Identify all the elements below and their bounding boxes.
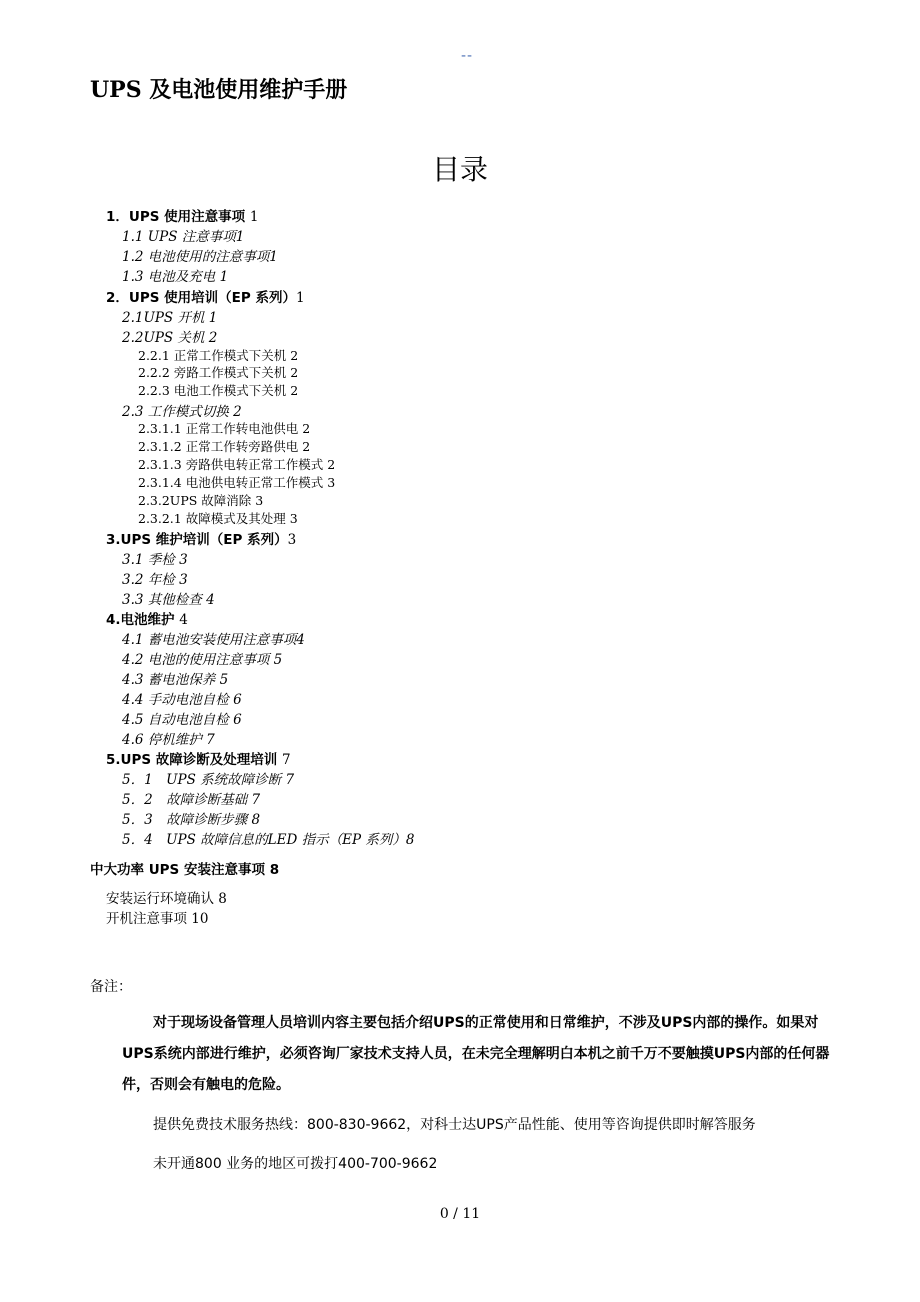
toc-entry[interactable] (122, 548, 188, 568)
toc-entry-text: 2.1UPS 开机 (122, 310, 209, 326)
notes-paragraph: 对于现场设备管理人员培训内容主要包括介绍UPS的正常使用和日常维护，不涉及UPS内部的操作。如果对UPS系统内部进行维护，必须咨询厂家技术支持人员，在未完全理解明白本机之前千万不要触摸UPS内部的任何器件，否则会有触电的危险。 (122, 1015, 830, 1093)
toc-entry-page: 7 (206, 732, 215, 748)
toc-entry-text: 1.1 UPS 注意事项 (122, 229, 236, 245)
toc-entry[interactable] (138, 346, 298, 364)
toc-entry-page: 1 (219, 269, 229, 285)
toc-entry-text: 4.2 电池的使用注意事项 (122, 652, 274, 668)
hotline-text: 提供免费技术服务热线：800-830-9662，对科士达UPS产品性能、使用等咨询提供即时解答服务 (153, 1117, 756, 1133)
toc-entry[interactable] (138, 381, 298, 399)
toc-entry[interactable] (122, 728, 215, 748)
header-mark: -- (461, 48, 474, 64)
toc-entry-page: 5 (219, 672, 229, 688)
toc-entry-page: 8 (218, 891, 227, 907)
toc-entry-page: 2 (302, 421, 311, 436)
toc-entry-page: 1 (249, 209, 259, 225)
toc-entry-text: 2.2.3 电池工作模式下关机 (138, 383, 291, 398)
toc-entry-page: 1 (235, 229, 245, 245)
toc-entry-text: 开机注意事项 (106, 911, 192, 927)
toc-entry[interactable] (138, 437, 310, 455)
toc-entry-page: 2 (290, 365, 299, 380)
toc-entry-text: 2.2UPS 关机 (122, 330, 209, 346)
toc-entry-text: 安装运行环境确认 (106, 891, 219, 907)
toc-entry-text: 4.1 蓄电池安装使用注意事项 (122, 632, 297, 648)
toc-entry[interactable] (138, 473, 335, 491)
toc-entry-text: 3.1 季检 (122, 552, 180, 568)
toc-entry[interactable] (122, 326, 217, 346)
toc-entry[interactable] (122, 668, 228, 688)
toc-entry[interactable] (106, 748, 291, 768)
toc-entry-page: 2 (290, 383, 299, 398)
toc-entry-text: 4.4 手动电池自检 (122, 692, 234, 708)
toc-entry-page: 8 (251, 812, 261, 828)
toc-entry-text: 5．4 UPS 故障信息的LED 指示（EP 系列） (122, 832, 406, 848)
toc-entry[interactable] (106, 205, 258, 225)
toc-entry-text: 2.3.1.1 正常工作转电池供电 (138, 421, 303, 436)
toc-entry-page: 2 (208, 330, 218, 346)
toc-entry-page: 3 (255, 493, 264, 508)
toc-entry[interactable] (138, 419, 310, 437)
toc-entry[interactable] (122, 588, 215, 608)
toc-entry-page: 7 (285, 772, 295, 788)
toc-entry-page: 3 (327, 475, 336, 490)
toc-entry-page: 8 (269, 862, 280, 878)
toc-entry[interactable] (138, 363, 298, 381)
toc-entry[interactable] (122, 788, 260, 808)
toc-entry-text: 中大功率 UPS 安装注意事项 (90, 862, 270, 878)
toc-entry-text: 2.3.1.4 电池供电转正常工作模式 (138, 475, 328, 490)
toc-entry[interactable] (122, 306, 217, 326)
toc-entry[interactable] (122, 400, 242, 420)
toc-entry[interactable] (122, 708, 242, 728)
toc-title: 目录 (431, 153, 488, 186)
toc-entry[interactable] (106, 286, 305, 306)
toc-entry-text: 4.5 自动电池自检 (122, 712, 234, 728)
toc-entry-text: 4.电池维护 (106, 612, 180, 628)
toc-entry[interactable] (122, 265, 228, 285)
toc-entry-text: 5.UPS 故障诊断及处理培训 (106, 752, 283, 768)
toc-entry[interactable] (122, 568, 188, 588)
toc-entry-page: 8 (405, 832, 415, 848)
toc-entry-page: 2 (233, 404, 242, 420)
toc-entry-page: 2 (290, 348, 299, 363)
toc-entry-text: 1.2 电池使用的注意事项 (122, 249, 270, 265)
toc-entry[interactable] (122, 648, 282, 668)
toc-entry-page: 5 (273, 652, 283, 668)
toc-entry-text: 2.3.2UPS 故障消除 (138, 493, 256, 508)
toc-entry-page: 1 (208, 310, 218, 326)
toc-entry-text: 2.2.2 旁路工作模式下关机 (138, 365, 291, 380)
toc-entry[interactable] (138, 455, 335, 473)
toc-entry-text: 5．3 故障诊断步骤 (122, 812, 252, 828)
toc-entry[interactable] (122, 828, 414, 848)
toc-entry-page: 2 (327, 457, 336, 472)
toc-entry[interactable] (138, 509, 298, 527)
toc-entry[interactable] (122, 768, 294, 788)
toc-entry-text: 2．UPS 使用培训（EP 系列） (106, 290, 296, 306)
toc-entry-text: 1．UPS 使用注意事项 (106, 209, 250, 225)
page-indicator: 0 / 11 (439, 1206, 481, 1222)
toc-entry-page: 3 (287, 532, 297, 548)
toc-entry-page: 1 (269, 249, 278, 265)
toc-entry-page: 6 (233, 712, 242, 728)
toc-entry[interactable] (122, 688, 242, 708)
notes-label: 备注： (90, 979, 132, 995)
document-title: UPS 及电池使用维护手册 (90, 77, 348, 103)
toc-entry-text: 4.6 停机维护 (122, 732, 207, 748)
toc-entry-text: 2.3.1.2 正常工作转旁路供电 (138, 439, 303, 454)
toc-entry-page: 1 (296, 290, 305, 306)
toc-entry-page: 10 (191, 911, 209, 927)
toc-entry-page: 2 (302, 439, 311, 454)
toc-entry-page: 4 (296, 632, 305, 648)
toc-entry[interactable] (106, 907, 208, 927)
toc-entry-page: 3 (289, 511, 298, 526)
toc-entry-text: 3.UPS 维护培训（EP 系列） (106, 532, 288, 548)
toc-entry[interactable] (90, 858, 279, 878)
toc-entry-text: 2.3.2.1 故障模式及其处理 (138, 511, 290, 526)
toc-entry-page: 7 (282, 752, 291, 768)
toc-entry-text: 3.2 年检 (122, 572, 180, 588)
toc-entry[interactable] (122, 225, 244, 245)
toc-entry-page: 4 (179, 612, 188, 628)
toc-entry[interactable] (122, 628, 305, 648)
toc-entry[interactable] (106, 608, 188, 628)
toc-entry-page: 3 (179, 572, 188, 588)
toc-entry[interactable] (138, 491, 263, 509)
toc-entry-text: 4.3 蓄电池保养 (122, 672, 220, 688)
toc-entry[interactable] (106, 528, 296, 548)
toc-entry[interactable] (122, 245, 278, 265)
toc-entry-page: 3 (179, 552, 188, 568)
toc-entry-text: 1.3 电池及充电 (122, 269, 220, 285)
toc-entry-page: 7 (251, 792, 261, 808)
toc-entry-text: 3.3 其他检查 (122, 592, 207, 608)
toc-entry-page: 6 (233, 692, 242, 708)
toc-entry-text: 2.3.1.3 旁路供电转正常工作模式 (138, 457, 328, 472)
toc-entry-page: 4 (206, 592, 215, 608)
toc-entry-text: 2.2.1 正常工作模式下关机 (138, 348, 291, 363)
toc-entry-text: 2.3 工作模式切换 (122, 404, 234, 420)
alt-hotline-text: 未开通800 业务的地区可拨打400-700-9662 (153, 1156, 438, 1172)
toc-entry-text: 5．2 故障诊断基础 (122, 792, 252, 808)
toc-entry[interactable] (106, 887, 227, 907)
toc-entry-text: 5．1 UPS 系统故障诊断 (122, 772, 286, 788)
toc-entry[interactable] (122, 808, 260, 828)
